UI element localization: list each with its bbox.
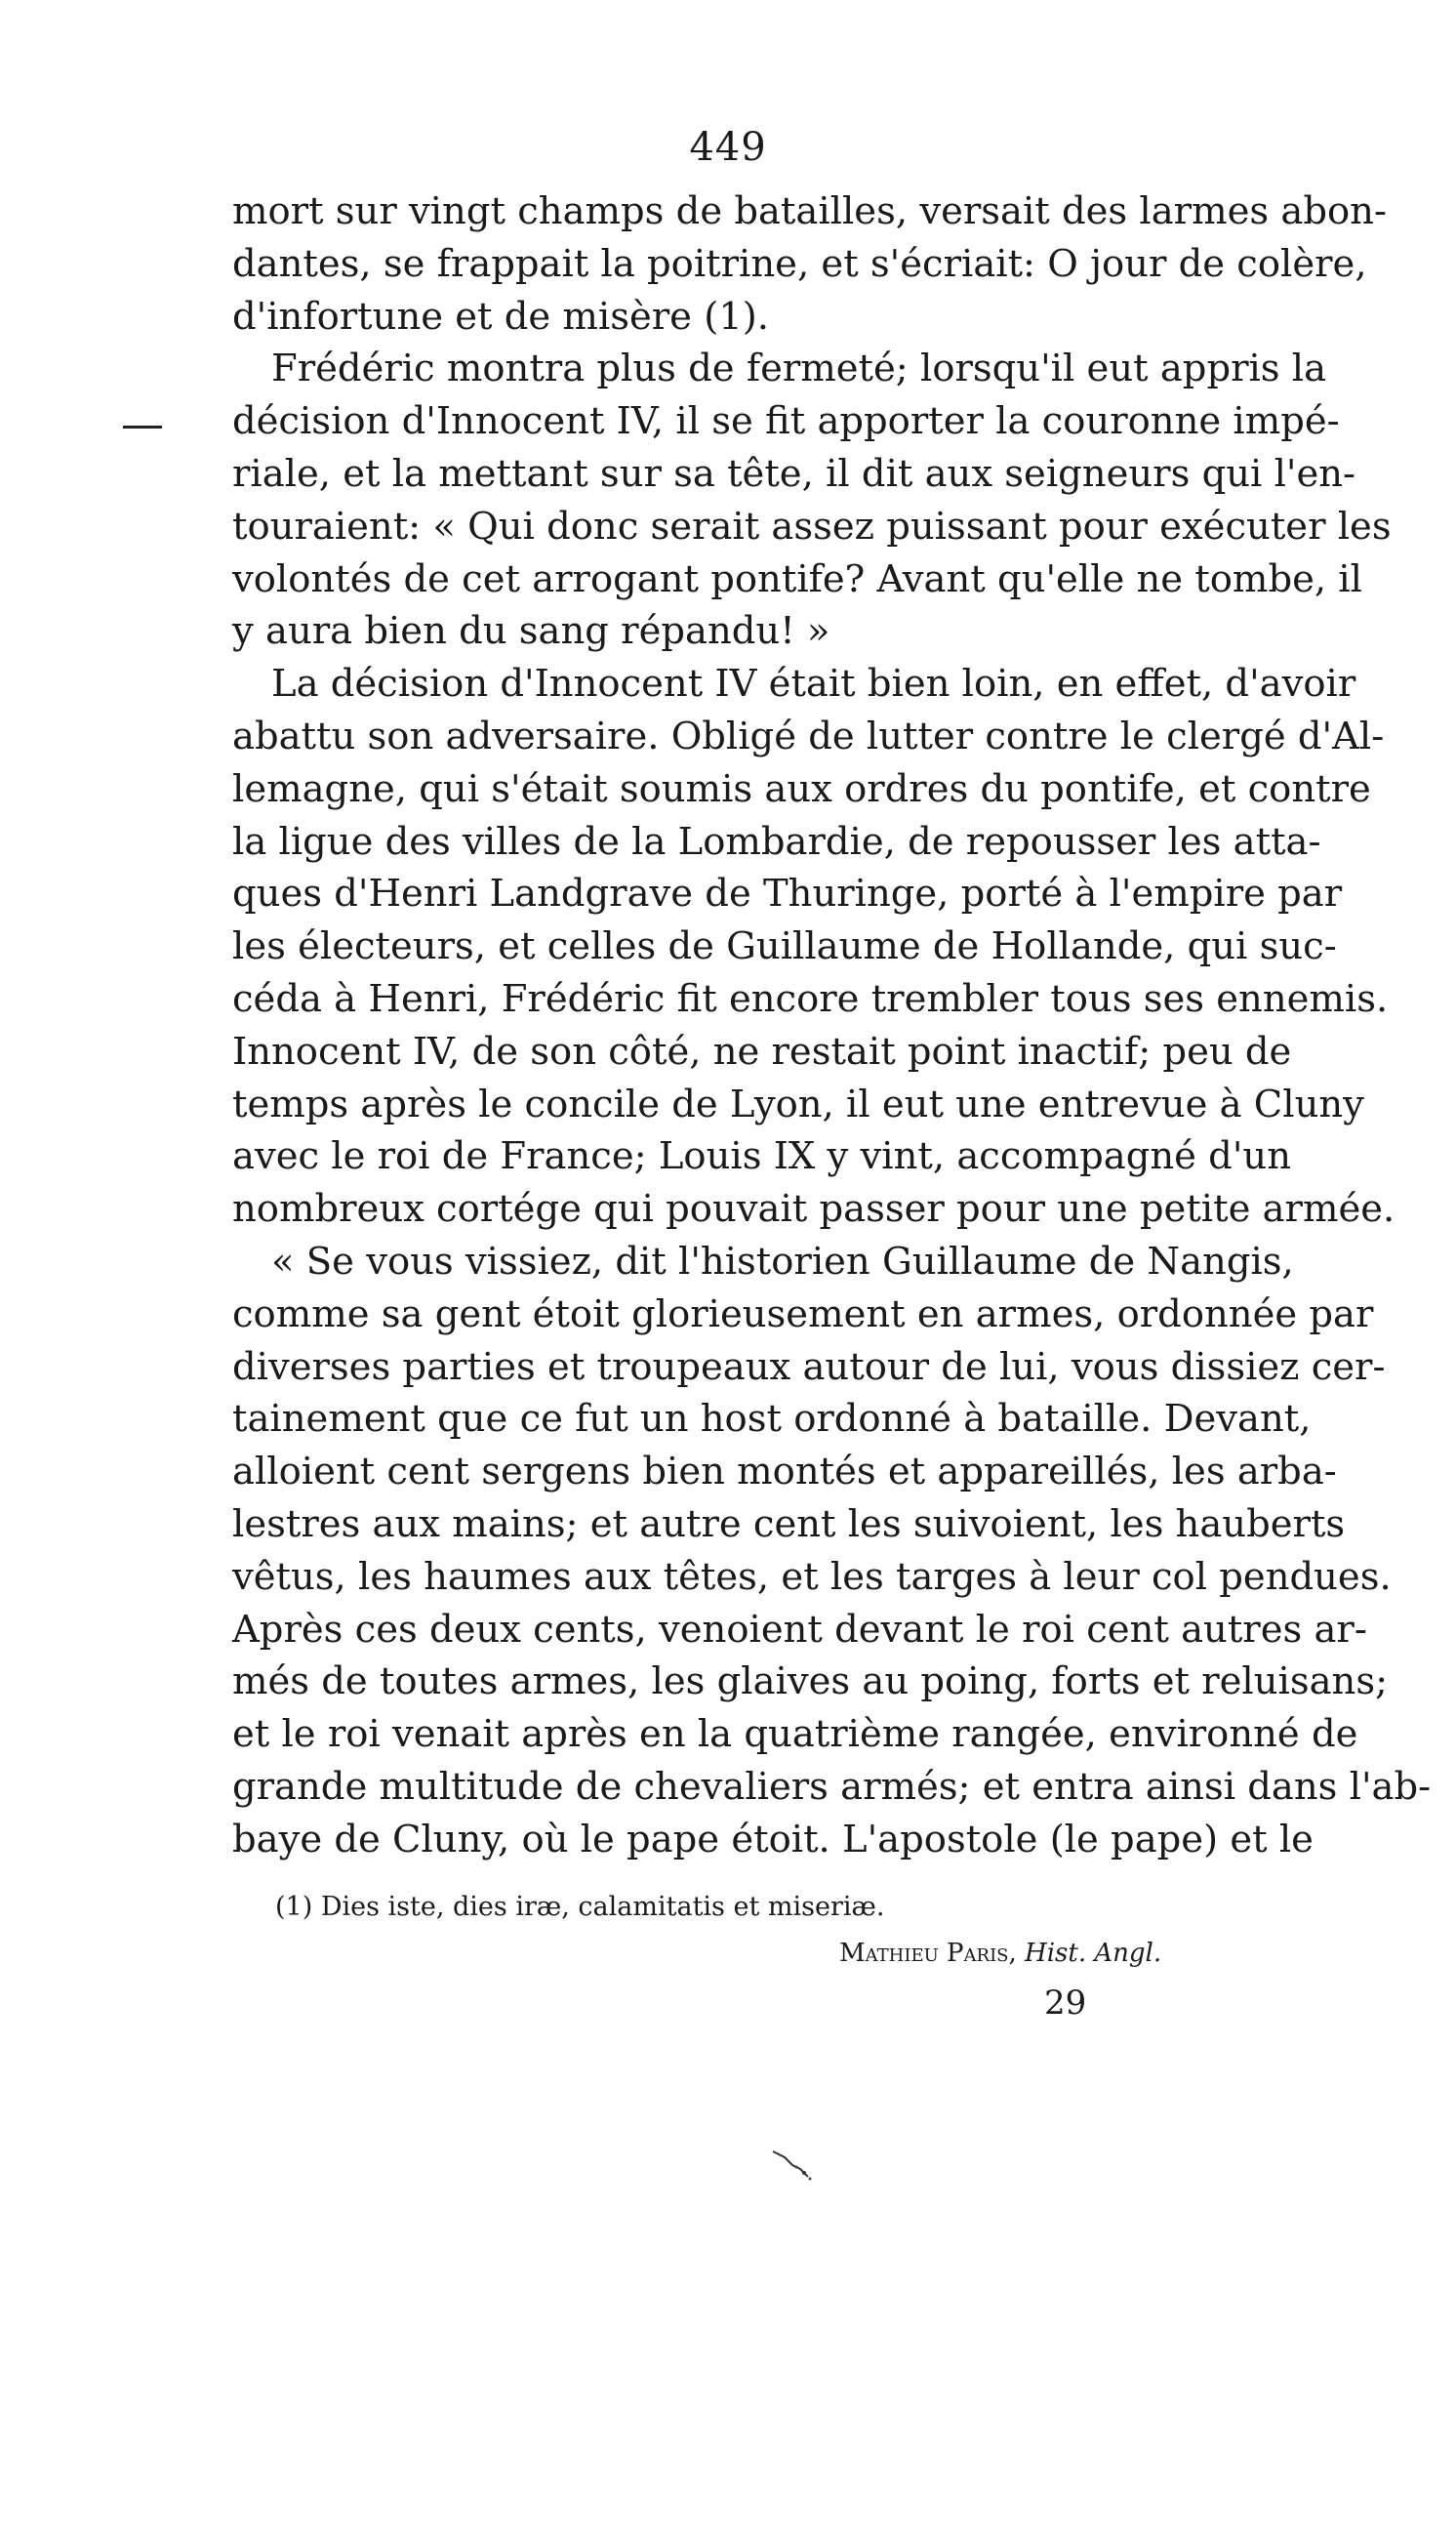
text-line: touraient: « Qui donc serait assez puissant pour exécuter les [232, 504, 1392, 549]
text-line: tainement que ce fut un host ordonné à bataille. Devant, [232, 1397, 1312, 1442]
text-line: riale, et la mettant sur sa tête, il dit aux seigneurs qui l'en- [232, 451, 1356, 496]
text-line: alloient cent sergens bien montés et appareillés, les arba- [232, 1450, 1337, 1494]
text-line: la ligue des villes de la Lombardie, de repousser les atta- [232, 819, 1321, 864]
signature-mark: 29 [1044, 1984, 1087, 2023]
text-line: diverses parties et troupeaux autour de lui, vous dissiez cer- [232, 1344, 1386, 1389]
text-line: mort sur vingt champs de batailles, versait des larmes abon- [232, 189, 1387, 233]
text-line: ques d'Henri Landgrave de Thuringe, porté à l'empire par [232, 872, 1343, 917]
text-line: vêtus, les haumes aux têtes, et les targes à leur col pendues. [232, 1554, 1392, 1599]
footnote-attribution [839, 1939, 1161, 1968]
text-line: céda à Henri, Frédéric fit encore trembler tous ses ennemis. [232, 976, 1389, 1021]
text-line: Innocent IV, de son côté, ne restait point inactif; peu de [232, 1029, 1292, 1074]
text-line: « Se vous vissiez, dit l'historien Guillaume de Nangis, [271, 1239, 1294, 1284]
body-text [232, 185, 1432, 1866]
page-number: 449 [689, 125, 767, 170]
text-line: d'infortune et de misère (1). [232, 294, 769, 339]
text-line: més de toutes armes, les glaives au poing, forts et reluisans; [232, 1659, 1389, 1704]
text-line: les électeurs, et celles de Guillaume de Hollande, qui suc- [232, 924, 1337, 969]
ink-smudge [771, 2147, 829, 2187]
margin-mark [123, 426, 162, 429]
text-line: comme sa gent étoit glorieusement en armes, ordonnée par [232, 1291, 1374, 1336]
footnote-work: Hist. Angl. [1025, 1939, 1162, 1968]
text-line: volontés de cet arrogant pontife? Avant qu'elle ne tombe, il [232, 556, 1362, 601]
text-line: baye de Cluny, où le pape étoit. L'apostole (le pape) et le [232, 1817, 1314, 1861]
text-line: La décision d'Innocent IV était bien loin, en effet, d'avoir [271, 662, 1356, 707]
text-line: grande multitude de chevaliers armés; et entra ainsi dans l'ab- [232, 1764, 1432, 1809]
footnote: (1) Dies iste, dies iræ, calamitatis et miseriæ. [275, 1892, 885, 1922]
text-line: Frédéric montra plus de fermeté; lorsqu'il eut appris la [271, 347, 1327, 391]
text-line: Après ces deux cents, venoient devant le roi cent autres ar- [232, 1607, 1367, 1652]
footnote-author: Mathieu Paris, [839, 1939, 1017, 1968]
text-line: dantes, se frappait la poitrine, et s'écriait: O jour de colère, [232, 241, 1367, 286]
text-line: abattu son adversaire. Obligé de lutter contre le clergé d'Al- [232, 714, 1385, 758]
text-line: temps après le concile de Lyon, il eut une entrevue à Cluny [232, 1082, 1364, 1126]
text-line: y aura bien du sang répandu! » [232, 609, 830, 654]
text-line: lemagne, qui s'était soumis aux ordres du pontife, et contre [232, 766, 1371, 811]
text-line: et le roi venait après en la quatrième rangée, environné de [232, 1712, 1358, 1757]
text-line: lestres aux mains; et autre cent les suivoient, les hauberts [232, 1501, 1346, 1546]
text-line: avec le roi de France; Louis IX y vint, accompagné d'un [232, 1134, 1291, 1179]
text-line: nombreux cortége qui pouvait passer pour une petite armée. [232, 1187, 1395, 1232]
text-line: décision d'Innocent IV, il se fit apporter la couronne impé- [232, 399, 1340, 444]
